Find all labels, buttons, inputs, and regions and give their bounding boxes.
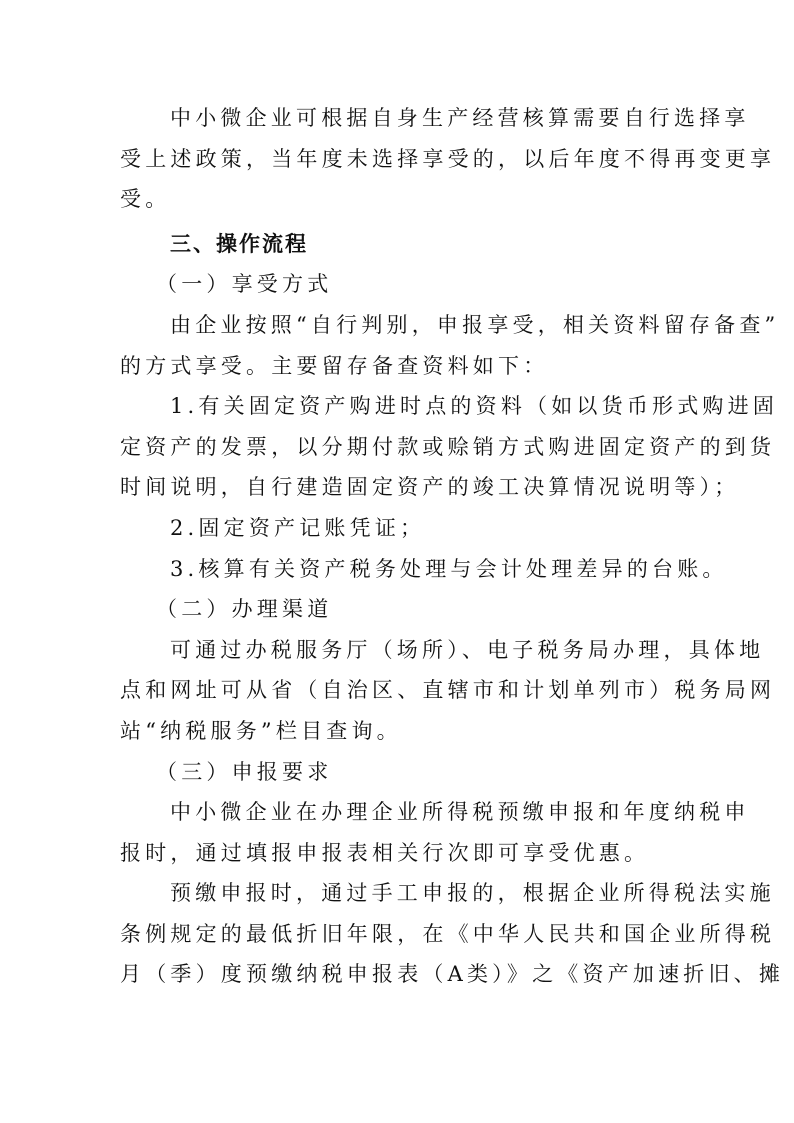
paragraph-prepayment: [120, 878, 785, 1000]
paragraph-enjoy-method: [120, 310, 780, 391]
text-line: 点和网址可从省（自治区、直辖市和计划单列市）税务局网: [120, 678, 776, 703]
text-line: 时间说明，自行建造固定资产的竣工决算情况说明等）；: [120, 475, 740, 500]
text-line: 月（季）度预缴纳税申报表（A类）》之《资产加速折旧、摊: [120, 962, 785, 987]
text-line: 预缴申报时，通过手工申报的，根据企业所得税法实施: [170, 881, 775, 906]
text-line: 受上述政策，当年度未选择享受的，以后年度不得再变更享: [120, 146, 776, 171]
text-line: 1.有关固定资产购进时点的资料（如以货币形式购进固: [170, 394, 779, 419]
section-heading: 三、操作流程: [170, 231, 308, 256]
text-line: 中小微企业在办理企业所得税预缴申报和年度纳税申: [170, 800, 750, 825]
text-line: 报时，通过填报申报表相关行次即可享受优惠。: [120, 840, 650, 865]
paragraph-filing: [120, 797, 750, 878]
text-line: 可通过办税服务厅（场所）、电子税务局办理，具体地: [170, 637, 765, 662]
document-page: [120, 103, 785, 1000]
paragraph-policy-choice: [120, 103, 776, 225]
list-item-3: 3.核算有关资产税务处理与会计处理差异的台账。: [170, 556, 728, 581]
sub-heading-channels: （二）办理渠道: [156, 597, 333, 622]
text-line: 受。: [120, 187, 171, 212]
sub-heading-filing-requirements: （三）申报要求: [156, 759, 333, 784]
text-line: 的方式享受。主要留存备查资料如下：: [120, 353, 549, 378]
sub-heading-enjoy-method: （一）享受方式: [156, 272, 333, 297]
list-item-1: [120, 391, 779, 513]
text-line: 站“纳税服务”栏目查询。: [120, 718, 402, 743]
list-item-2: 2.固定资产记账凭证；: [170, 515, 426, 540]
text-line: 中小微企业可根据自身生产经营核算需要自行选择享: [170, 106, 750, 130]
paragraph-channels: [120, 635, 776, 757]
text-line: 定资产的发票，以分期付款或赊销方式购进固定资产的到货: [120, 434, 776, 459]
text-line: 由企业按照“自行判别，申报享受，相关资料留存备查”: [170, 312, 780, 337]
text-line: 条例规定的最低折旧年限，在《中华人民共和国企业所得税: [120, 921, 776, 946]
